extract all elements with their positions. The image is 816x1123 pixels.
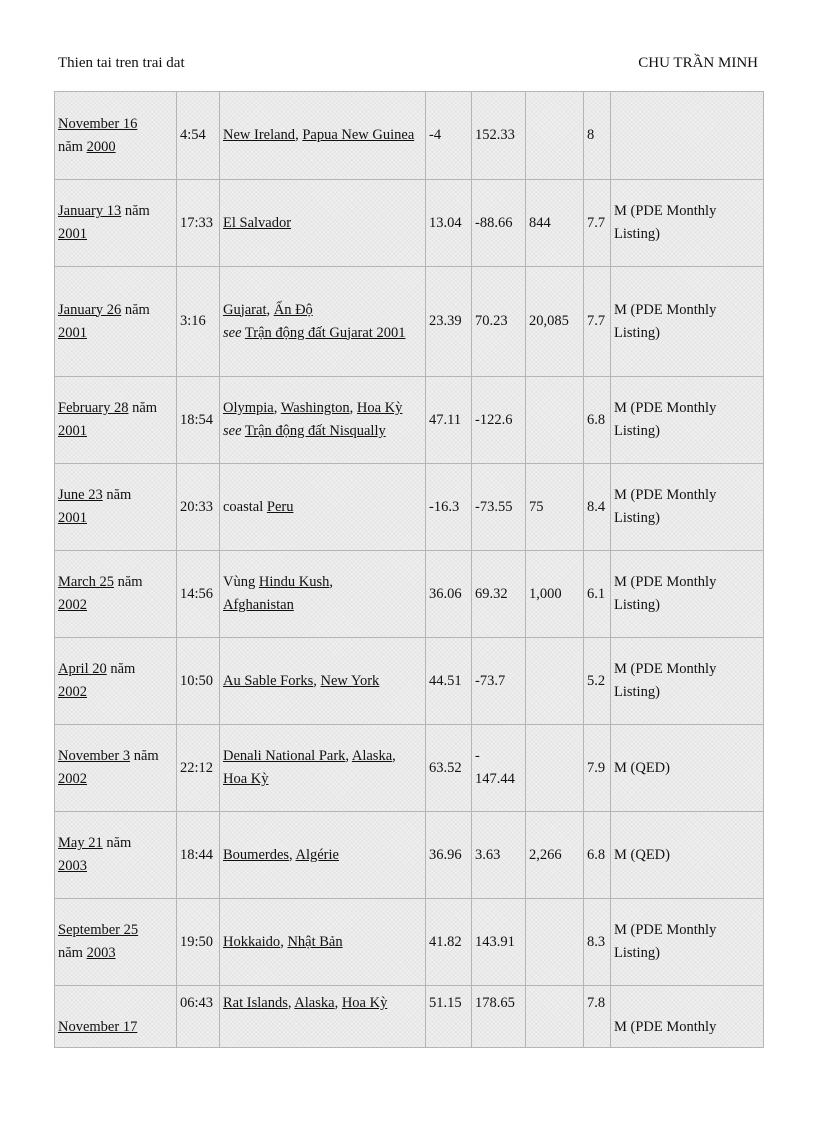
latitude-cell: 51.15 [426,986,472,1048]
longitude-cell: -88.66 [472,180,526,267]
location-cell: Denali National Park, Alaska, Hoa Kỳ [220,725,426,812]
time-cell: 06:43 [177,986,220,1048]
longitude-cell: 143.91 [472,899,526,986]
deaths-cell [526,638,584,725]
deaths-cell: 75 [526,464,584,551]
longitude-cell: - 147.44 [472,725,526,812]
year-link[interactable]: 2001 [58,423,87,439]
magnitude-cell: 7.7 [584,180,611,267]
location-cell: Rat Islands, Alaska, Hoa Kỳ [220,986,426,1048]
location-link[interactable]: El Salvador [223,214,292,231]
table-row [55,725,764,812]
year-link[interactable]: 2002 [58,771,87,787]
deaths-cell: 1,000 [526,551,584,638]
time-cell: 20:33 [177,464,220,551]
location-link[interactable]: Au Sable Forks [223,672,314,689]
article-link[interactable]: Trận động đất Nisqually [244,423,386,439]
longitude-cell: 152.33 [472,92,526,180]
location-link[interactable]: Peru [266,498,294,515]
longitude-cell: -73.7 [472,638,526,725]
latitude-cell: 44.51 [426,638,472,725]
location-cell: Olympia, Washington, Hoa Kỳ see Trận động đất Nisqually [220,377,426,464]
location-link[interactable]: Papua New Guinea [302,127,415,143]
date-cell: January 26 năm 2001 [55,267,177,377]
latitude-cell: 23.39 [426,267,472,377]
location-link[interactable]: Ấn Độ [273,301,313,318]
magnitude-cell: 8.3 [584,899,611,986]
date-link[interactable]: April 20 [58,661,107,677]
location-link[interactable]: Hoa Kỳ [356,400,403,416]
date-link[interactable]: February 28 [58,400,129,416]
location-cell: Gujarat, Ấn Độ see Trận động đất Gujarat 2001 [220,267,426,377]
deaths-cell [526,725,584,812]
longitude-cell: 69.32 [472,551,526,638]
magnitude-cell: 8.4 [584,464,611,551]
location-cell: Boumerdes, Algérie [220,812,426,899]
location-link[interactable]: Hoa Kỳ [223,771,269,787]
table-row [55,92,764,180]
source-cell: M (PDE Monthly Listing) [611,551,764,638]
date-cell: February 28 năm 2001 [55,377,177,464]
location-cell: New Ireland, Papua New Guinea [220,92,426,180]
magnitude-cell: 6.8 [584,812,611,899]
deaths-cell [526,986,584,1048]
location-link[interactable]: Alaska [294,995,335,1011]
longitude-cell: -122.6 [472,377,526,464]
date-cell: April 20 năm 2002 [55,638,177,725]
date-cell [55,986,177,1048]
location-cell [220,180,426,267]
time-cell: 14:56 [177,551,220,638]
location-cell: Hokkaido, Nhật Bản [220,899,426,986]
table-row [55,551,764,638]
source-cell: M (QED) [611,812,764,899]
year-link[interactable]: 2003 [58,858,87,874]
source-cell: M (PDE Monthly Listing) [611,377,764,464]
location-link[interactable]: Algérie [295,846,339,863]
latitude-cell: -4 [426,92,472,180]
time-cell: 4:54 [177,92,220,180]
time-cell: 10:50 [177,638,220,725]
year-link[interactable]: 2000 [86,138,116,155]
latitude-cell: 36.06 [426,551,472,638]
time-cell: 18:54 [177,377,220,464]
location-link[interactable]: Hindu Kush [258,574,330,590]
latitude-cell: 13.04 [426,180,472,267]
table-row [55,986,764,1048]
location-link[interactable]: New York [320,672,380,689]
source-cell [611,92,764,180]
location-link[interactable]: Boumerdes [223,846,290,863]
article-link[interactable]: Trận động đất Gujarat 2001 [244,324,406,341]
source-cell: M (PDE Monthly Listing) [611,638,764,725]
time-cell: 18:44 [177,812,220,899]
location-link[interactable]: Gujarat [223,301,267,318]
latitude-cell: 36.96 [426,812,472,899]
location-cell: Au Sable Forks, New York [220,638,426,725]
magnitude-cell: 6.8 [584,377,611,464]
deaths-cell [526,92,584,180]
table-row [55,899,764,986]
location-link[interactable]: Olympia [223,400,274,416]
location-cell: Vùng Hindu Kush, Afghanistan [220,551,426,638]
magnitude-cell: 7.7 [584,267,611,377]
date-link[interactable]: May 21 [58,835,103,851]
year-link[interactable]: 2001 [58,510,87,526]
location-link[interactable]: Afghanistan [223,597,294,613]
location-link[interactable]: Rat Islands [223,995,288,1011]
time-cell: 22:12 [177,725,220,812]
magnitude-cell: 7.8 [584,986,611,1048]
latitude-cell: 63.52 [426,725,472,812]
location-cell: coastal Peru [220,464,426,551]
date-link[interactable]: November 17 [58,1019,138,1035]
longitude-cell: 70.23 [472,267,526,377]
deaths-cell [526,377,584,464]
source-cell: M (PDE Monthly Listing) [611,899,764,986]
table-row [55,267,764,377]
year-link[interactable]: 2001 [58,324,87,341]
source-cell: M (PDE Monthly Listing) [611,267,764,377]
date-link[interactable]: November 16 [58,115,138,132]
table-row [55,464,764,551]
date-cell: May 21 năm 2003 [55,812,177,899]
deaths-cell: 844 [526,180,584,267]
table-row [55,812,764,899]
date-link[interactable]: January 13 [58,203,122,219]
date-link[interactable]: March 25 [58,574,114,590]
source-cell: M (PDE Monthly Listing) [611,180,764,267]
location-link[interactable]: Washington [280,400,350,416]
table-row [55,180,764,267]
location-link[interactable]: Hoa Kỳ [341,995,388,1011]
date-cell: November 16 năm 2000 [55,92,177,180]
location-link[interactable]: New Ireland [223,127,296,143]
date-cell: November 3 năm 2002 [55,725,177,812]
source-cell: M (PDE Monthly Listing) [611,464,764,551]
deaths-cell: 2,266 [526,812,584,899]
magnitude-cell: 8 [584,92,611,180]
longitude-cell: 3.63 [472,812,526,899]
location-link[interactable]: Denali National Park [223,748,346,764]
date-link[interactable]: November 3 [58,748,131,764]
year-link[interactable]: 2003 [86,945,116,961]
date-link[interactable]: January 26 [58,301,122,318]
magnitude-cell: 6.1 [584,551,611,638]
deaths-cell [526,899,584,986]
source-cell: M (PDE Monthly [611,986,764,1048]
location-link[interactable]: Alaska [351,748,393,764]
time-cell: 3:16 [177,267,220,377]
longitude-cell: -73.55 [472,464,526,551]
time-cell: 17:33 [177,180,220,267]
table-row [55,377,764,464]
date-link[interactable]: September 25 [58,922,139,938]
doc-header-title: Thien tai tren trai dat [58,55,185,71]
source-cell: M (QED) [611,725,764,812]
date-cell: September 25 năm 2003 [55,899,177,986]
magnitude-cell: 5.2 [584,638,611,725]
table-row [55,638,764,725]
doc-header-author: CHU TRẦN MINH [638,55,758,71]
magnitude-cell: 7.9 [584,725,611,812]
location-link[interactable]: Nhật Bản [287,933,343,950]
latitude-cell: 41.82 [426,899,472,986]
date-link[interactable]: June 23 [58,487,103,503]
latitude-cell: 47.11 [426,377,472,464]
date-cell: June 23 năm 2001 [55,464,177,551]
time-cell: 19:50 [177,899,220,986]
year-link[interactable]: 2002 [58,597,87,613]
earthquake-table [54,91,764,1048]
location-link[interactable]: Hokkaido [223,933,281,950]
year-link[interactable]: 2002 [58,684,87,700]
year-link[interactable]: 2001 [58,226,87,242]
deaths-cell: 20,085 [526,267,584,377]
date-cell: March 25 năm 2002 [55,551,177,638]
longitude-cell: 178.65 [472,986,526,1048]
latitude-cell: -16.3 [426,464,472,551]
date-cell: January 13 năm 2001 [55,180,177,267]
